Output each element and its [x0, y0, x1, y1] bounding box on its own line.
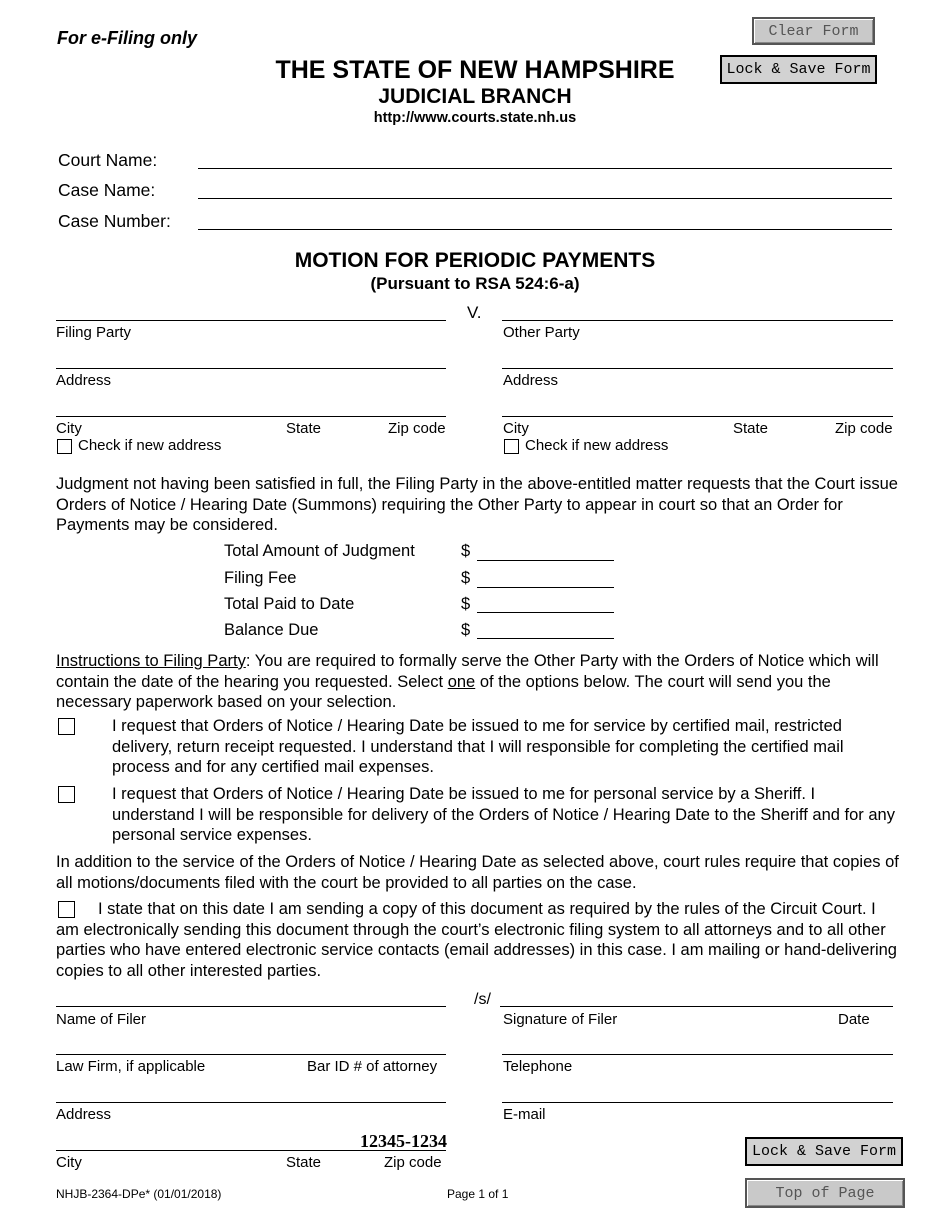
- sheriff-service-option: I request that Orders of Notice / Hearing Date be issued to me for personal service by a Sheriff. I understand I will be responsible for delivery of the Orders of Notice / Hearing Date to the Sheriff and for any personal service expenses.: [112, 785, 895, 844]
- certification-paragraph: [56, 899, 901, 981]
- filing-party-state-label: State: [286, 420, 322, 437]
- balance-due-dollar: $: [461, 621, 471, 639]
- name-of-filer-field[interactable]: [56, 1006, 446, 1007]
- other-party-city-label: City: [503, 420, 529, 437]
- total-judgment-label: Total Amount of Judgment: [224, 542, 415, 560]
- motion-title: MOTION FOR PERIODIC PAYMENTS: [294, 249, 656, 272]
- signature-label: Signature of Filer: [503, 1011, 618, 1028]
- filing-party-zip-label: Zip code: [388, 420, 446, 437]
- balance-due-label: Balance Due: [224, 621, 319, 639]
- signature-field[interactable]: [500, 1006, 893, 1007]
- court-name-label: Court Name:: [58, 150, 158, 170]
- total-judgment-field[interactable]: [477, 560, 614, 561]
- filer-state-label: State: [286, 1154, 322, 1171]
- law-firm-label: Law Firm, if applicable: [56, 1058, 206, 1075]
- court-name-field[interactable]: [198, 168, 892, 169]
- instructions-heading: Instructions to Filing Party: [56, 652, 246, 670]
- email-label: E-mail: [503, 1106, 546, 1123]
- motion-subtitle: (Pursuant to RSA 524:6-a): [370, 274, 580, 293]
- filing-party-address-label: Address: [56, 372, 112, 389]
- case-name-label: Case Name:: [58, 180, 156, 200]
- lock-save-form-button-top[interactable]: Lock & Save Form: [720, 55, 877, 84]
- balance-due-field[interactable]: [477, 638, 614, 639]
- judgment-paragraph: Judgment not having been satisfied in full, the Filing Party in the above-entitled matter requests that the Court issue Orders of Notice / Hearing Date (Summons) requiring the Other Party to appear in court so that an Order for Payments may be considered.: [56, 475, 898, 534]
- filing-party-new-address-label: Check if new address: [78, 437, 222, 454]
- versus-label: V.: [467, 303, 482, 322]
- form-id: NHJB-2364-DPe* (01/01/2018): [56, 1187, 222, 1201]
- telephone-label: Telephone: [503, 1058, 573, 1075]
- filing-party-city-field[interactable]: [56, 416, 446, 417]
- filing-fee-label: Filing Fee: [224, 569, 297, 587]
- date-label: Date: [838, 1011, 870, 1028]
- telephone-field[interactable]: [502, 1054, 893, 1055]
- filer-city-label: City: [56, 1154, 82, 1171]
- case-number-label: Case Number:: [58, 211, 171, 231]
- bar-id-label: Bar ID # of attorney: [307, 1058, 438, 1075]
- efiling-note: For e-Filing only: [57, 28, 197, 48]
- filing-fee-field[interactable]: [477, 587, 614, 588]
- filer-zip-label: Zip code: [384, 1154, 442, 1171]
- service-rules-paragraph: In addition to the service of the Orders of Notice / Hearing Date as selected above, court rules require that copies of all motions/documents filed with the court be provided to all parties on the case.: [56, 853, 899, 892]
- filer-city-field[interactable]: [56, 1150, 446, 1151]
- instructions-text-b: of the options below. The court will send you the necessary paperwork based on your selection.: [56, 672, 831, 711]
- filing-party-label: Filing Party: [56, 324, 132, 341]
- instructions-paragraph: [56, 651, 901, 713]
- instructions-one: one: [447, 672, 476, 691]
- page-number: Page 1 of 1: [447, 1187, 509, 1201]
- filing-party-field[interactable]: [56, 320, 446, 321]
- law-firm-field[interactable]: [56, 1054, 446, 1055]
- other-party-label: Other Party: [503, 324, 580, 341]
- other-party-field[interactable]: [502, 320, 893, 321]
- top-of-page-button[interactable]: Top of Page: [745, 1178, 905, 1208]
- filing-party-address-field[interactable]: [56, 368, 446, 369]
- filer-address-label: Address: [56, 1106, 112, 1123]
- total-paid-dollar: $: [461, 595, 471, 613]
- signature-prefix: /s/: [474, 991, 491, 1008]
- case-number-field[interactable]: [198, 229, 892, 230]
- state-title: THE STATE OF NEW HAMPSHIRE: [275, 56, 675, 84]
- total-paid-label: Total Paid to Date: [224, 595, 355, 613]
- other-party-new-address-label: Check if new address: [525, 437, 669, 454]
- sheriff-service-checkbox[interactable]: [58, 786, 75, 803]
- certified-mail-option: I request that Orders of Notice / Hearing Date be issued to me for service by certified mail, restricted delivery, return receipt requested. I understand that I will responsible for completing the certified mail process and for any certified mail expenses.: [112, 717, 844, 776]
- other-party-address-field[interactable]: [502, 368, 893, 369]
- filing-party-new-address-checkbox[interactable]: [57, 439, 72, 454]
- other-party-zip-label: Zip code: [835, 420, 893, 437]
- branch-title: JUDICIAL BRANCH: [378, 85, 572, 108]
- clear-form-button[interactable]: Clear Form: [752, 17, 875, 45]
- total-paid-field[interactable]: [477, 612, 614, 613]
- filer-address-field[interactable]: [56, 1102, 446, 1103]
- other-party-city-field[interactable]: [502, 416, 893, 417]
- certification-text: I state that on this date I am sending a copy of this document as required by the rules of the Circuit Court. I am electronically sending this document through the court’s electronic filing system to all attorneys and to all other parties who have entered electronic service contacts (email addresses) in this case. I am mailing or hand-delivering copies to all other interested parties.: [56, 900, 897, 980]
- filing-party-city-label: City: [56, 420, 82, 437]
- other-party-address-label: Address: [503, 372, 559, 389]
- certified-mail-checkbox[interactable]: [58, 718, 75, 735]
- total-judgment-dollar: $: [461, 542, 471, 560]
- filing-fee-dollar: $: [461, 569, 471, 587]
- court-url: http://www.courts.state.nh.us: [373, 110, 577, 126]
- other-party-new-address-checkbox[interactable]: [504, 439, 519, 454]
- case-name-field[interactable]: [198, 198, 892, 199]
- other-party-state-label: State: [733, 420, 769, 437]
- filer-zip-value: 12345-1234: [360, 1131, 447, 1151]
- name-of-filer-label: Name of Filer: [56, 1011, 147, 1028]
- instructions-text-a: : You are required to formally serve the Other Party with the Orders of Notice which will contain the date of the hearing you requested. Select: [56, 652, 879, 691]
- lock-save-form-button-bottom[interactable]: Lock & Save Form: [745, 1137, 903, 1166]
- email-field[interactable]: [502, 1102, 893, 1103]
